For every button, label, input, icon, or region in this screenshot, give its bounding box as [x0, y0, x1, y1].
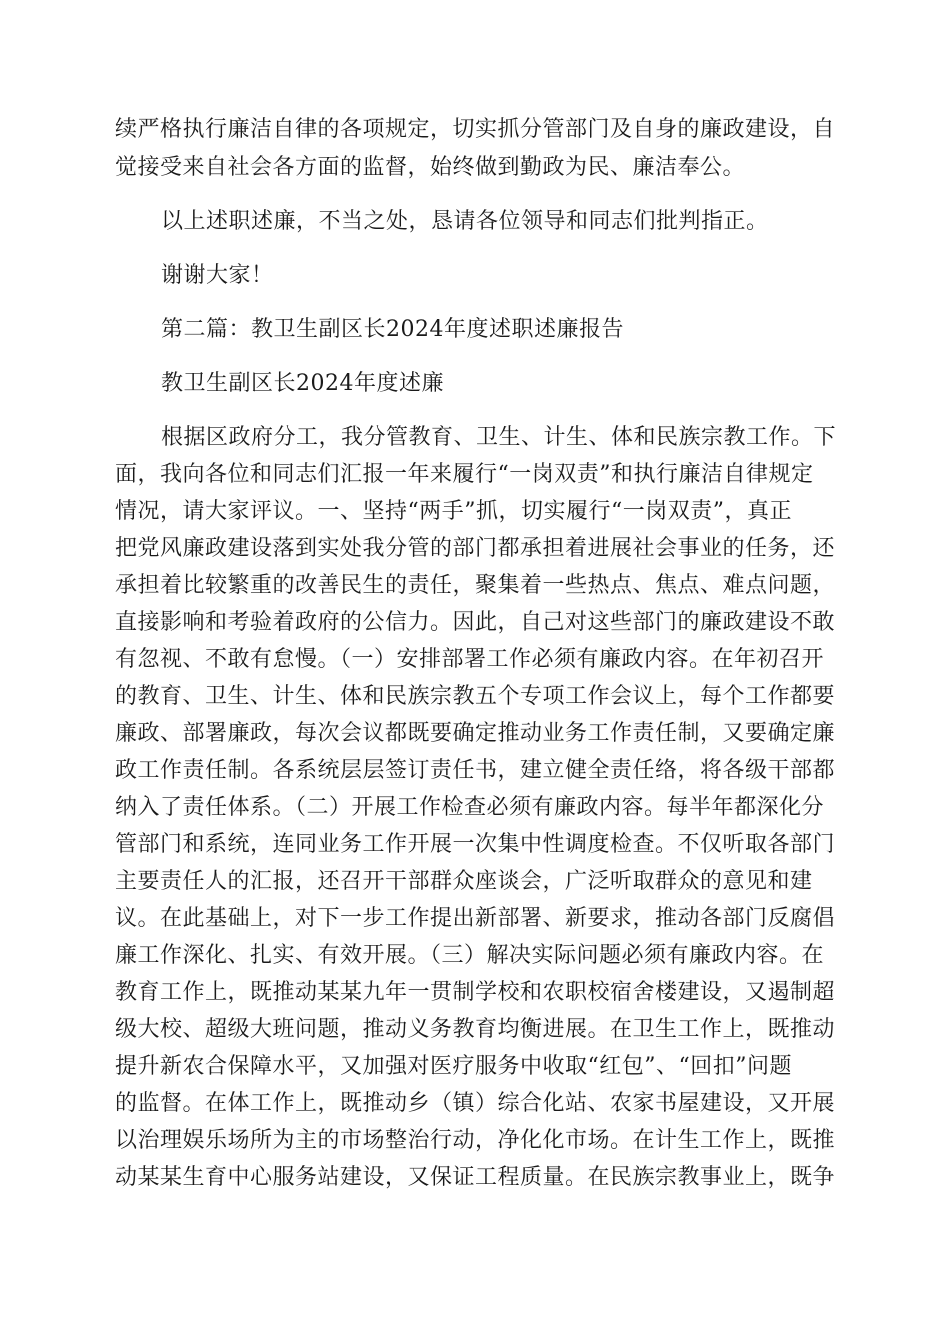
body-line: 主要责任人的汇报，还召开干部群众座谈会，广泛听取群众的意见和建	[115, 869, 813, 894]
body-line: 政工作责任制。各系统层层签订责任书，建立健全责任络，将各级干部都	[115, 758, 836, 783]
body-line: 的教育、卫生、计生、体和民族宗教五个专项工作会议上，每个工作都要	[115, 684, 836, 709]
body-line: 管部门和系统，连同业务工作开展一次集中性调度检查。不仅听取各部门	[115, 832, 836, 857]
body-line: 议。在此基础上，对下一步工作提出新部署、新要求，推动各部门反腐倡	[115, 906, 836, 931]
closing-remark: 以上述职述廉，不当之处，恳请各位领导和同志们批判指正。	[161, 209, 769, 234]
body-line: 承担着比较繁重的改善民生的责任，聚集着一些热点、焦点、难点问题，	[115, 573, 836, 598]
continuation-line-2: 觉接受来自社会各方面的监督，始终做到勤政为民、廉洁奉公。	[115, 155, 746, 180]
body-line: 教育工作上，既推动某某九年一贯制学校和农职校宿舍楼建设，又遏制超	[115, 980, 836, 1005]
body-line: 提升新农合保障水平，又加强对医疗服务中收取“红包”、“回扣”问题	[115, 1054, 792, 1079]
body-line: 廉政、部署廉政，每次会议都既要确定推动业务工作责任制，又要确定廉	[115, 721, 836, 746]
body-line: 的监督。在体工作上，既推动乡（镇）综合化站、农家书屋建设，又开展	[115, 1091, 836, 1116]
body-line: 纳入了责任体系。（二）开展工作检查必须有廉政内容。每半年都深化分	[115, 795, 825, 820]
second-article-heading: 第二篇：教卫生副区长2024年度述职述廉报告	[161, 317, 624, 342]
body-line: 直接影响和考验着政府的公信力。因此，自己对这些部门的廉政建设不敢	[115, 610, 836, 635]
thanks-line: 谢谢大家！	[161, 263, 274, 288]
body-line: 廉工作深化、扎实、有效开展。（三）解决实际问题必须有廉政内容。在	[115, 943, 825, 968]
body-line: 情况，请大家评议。一、坚持“两手”抓，切实履行“一岗双责”，真正	[115, 499, 792, 524]
body-line: 以治理娱乐场所为主的市场整治行动，净化化市场。在计生工作上，既推	[115, 1128, 836, 1153]
continuation-line-1: 续严格执行廉洁自律的各项规定，切实抓分管部门及自身的廉政建设，自	[115, 117, 836, 142]
second-article-subtitle: 教卫生副区长2024年度述廉	[161, 371, 444, 396]
body-line: 把党风廉政建设落到实处我分管的部门都承担着进展社会事业的任务，还	[115, 536, 836, 561]
body-line: 有忽视、不敢有怠慢。（一）安排部署工作必须有廉政内容。在年初召开	[115, 647, 825, 672]
body-line: 根据区政府分工，我分管教育、卫生、计生、体和民族宗教工作。下	[161, 425, 837, 450]
body-line: 面，我向各位和同志们汇报一年来履行“一岗双责”和执行廉洁自律规定	[115, 462, 814, 487]
body-line: 级大校、超级大班问题，推动义务教育均衡进展。在卫生工作上，既推动	[115, 1017, 836, 1042]
body-line: 动某某生育中心服务站建设，又保证工程质量。在民族宗教事业上，既争	[115, 1165, 836, 1190]
